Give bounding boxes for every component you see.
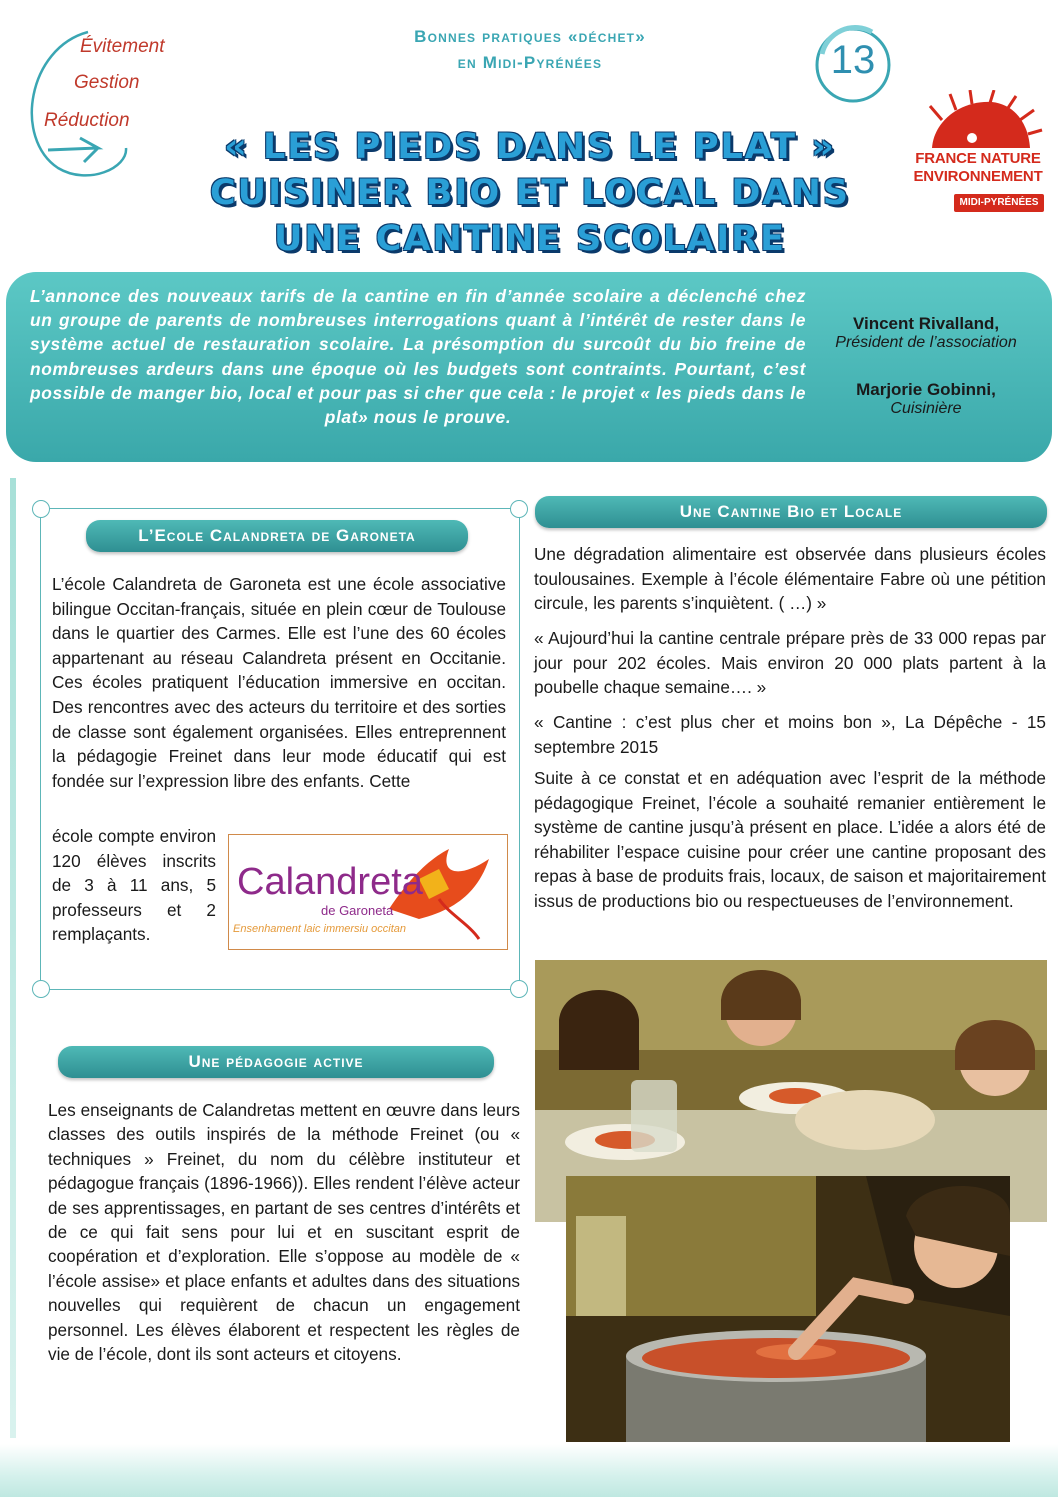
signatory-1-role: Président de l’association [835,334,1017,351]
series-header [340,24,720,76]
photo-cook-illustration [566,1176,1010,1442]
logo-word: Calandreta [237,861,423,903]
tagline-gestion: Gestion [74,72,140,93]
fne-region-badge: MIDI-PYRÉNÉES [954,194,1044,212]
bottom-decoration [0,1444,1058,1497]
heading-canteen: Une Cantine Bio et Locale [535,496,1047,528]
title-line-2: CUISINER BIO ET LOCAL DANS [209,173,850,213]
tagline-evitement: Évitement [80,36,165,57]
left-accent-bar [10,478,16,1438]
signatory-1-name: Vincent Rivalland, [852,314,1000,333]
heading-school: L’Ecole Calandreta de Garoneta [86,520,468,552]
signatory-2-role: Cuisinière [890,400,962,417]
school-text-tail: école compte environ 120 élèves inscrits de 3 à 11 ans, 5 professeurs et 2 remplaçants. [52,826,216,945]
issue-number: 13 [830,38,876,82]
fne-line-1: FRANCE NATURE [915,150,1041,167]
calandreta-logo [228,834,508,950]
signatory-1 [806,314,1046,352]
series-line-2: en Midi-Pyrénées [457,53,603,72]
logo-sub: de Garoneta [321,903,394,918]
cook-photo [566,1176,1010,1442]
box-corner [32,500,50,518]
signatory-2 [806,380,1046,418]
fne-line-2: ENVIRONNEMENT [913,168,1043,185]
school-text: L’école Calandreta de Garoneta est une école associative bilingue Occitan-français, située en plein cœur de Toulouse dans le quartier des Carmes. Elle est l’une des 60 écoles appartenant au réseau Calandreta présent en Occitanie. Ces écoles pratiquent l’éducation immersive en occitan. Des rencontres avec des acteurs du territoire et des sorties de classe sont également organisées. Elles entreprennent la pédagogie Freinet dans leur mode éducatif qui est fondée sur l’expression libre des enfants. Cette [52,574,506,791]
canteen-p1: Une dégradation alimentaire est observée dans plusieurs écoles toulousaines. Exemple à l’école élémentaire Fabre où une pétition circule, les parents s’inquiètent. ( …) » [534,544,1046,614]
pedagogy-text: Les enseignants de Calandretas mettent en œuvre dans leurs classes des outils inspirés de la méthode Freinet (ou « techniques » Freinet, du nom du célèbre instituteur et pédagogue français (1896-1966)). Elles rendent l’élève acteur de ses apprentissages, en partant de ses centres d’intérêts et de ce qui fait sens pour lui et en suscitant esprit de coopération et d’exploration. Elle s’oppose au modèle de « l’école assise» et place enfants et adultes dans des situations nouvelles qui requièrent de chacun un engagement personnel. Les élèves élaborent et respectent les règles de vie de l’école, dont ils sont acteurs et citoyens. [48,1100,520,1365]
tagline-reduction: Réduction [44,110,130,131]
canteen-p3: « Cantine : c’est plus cher et moins bon », La Dépêche - 15 septembre 2015 [534,712,1046,757]
canteen-p4: Suite à ce constat et en adéquation avec l’esprit de la méthode pédagogique Freinet, l’école a souhaité remanier entièrement le système de cantine jusqu’à présent en place. L’idée a alors été de réhabiliter l’espace cuisine pour créer une cantine proposant des repas à base de produits frais, locaux, de saison et majoritairement issus de productions bio ou respectueuses de l’environnement. [534,768,1046,911]
box-corner [510,980,528,998]
box-corner [32,980,50,998]
box-corner [510,500,528,518]
page-title [120,124,940,262]
heading-pedagogy: Une pédagogie active [58,1046,494,1078]
series-line-1: Bonnes pratiques «déchet» [414,27,646,46]
intro-text: L’annonce des nouveaux tarifs de la cantine en fin d’année scolaire a déclenché chez un groupe de parents de nombreuses interrogations quant à l’intérêt de rester dans le système actuel de restauration scolaire. La présomption du surcoût du bio freine de nombreuses ardeurs dans une époque où les budgets sont contraints. Pourtant, c’est possible de manger bio, local et pour pas si cher que cela : le projet « les pieds dans le plat» nous le prouve. [30,286,806,428]
canteen-p2: « Aujourd’hui la cantine centrale prépare près de 33 000 repas par jour pour 202 écoles. Mais environ 20 000 plats partent à la poubelle chaque semaine…. » [534,628,1046,698]
logo-motto: Ensenhament laic immersiu occitan [233,923,407,935]
signatory-2-name: Marjorie Gobinni, [856,380,996,399]
title-line-1: « LES PIEDS DANS LE PLAT » [224,127,836,167]
title-line-3: UNE CANTINE SCOLAIRE [273,219,787,259]
